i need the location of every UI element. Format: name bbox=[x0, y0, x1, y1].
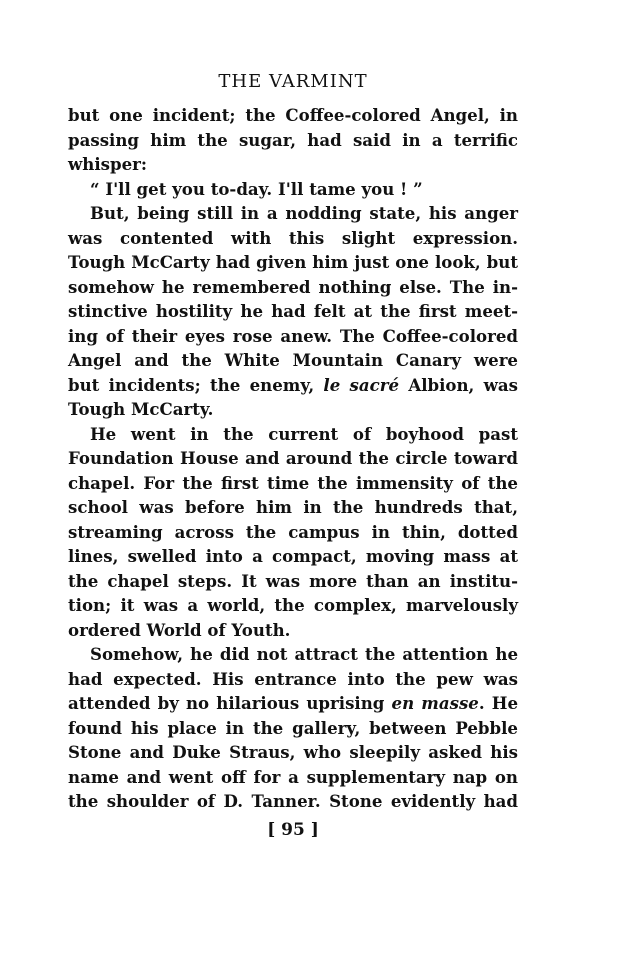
text-line: stinctive hostility he had felt at the first meet- bbox=[68, 301, 518, 321]
text-line: Angel and the White Mountain Canary were bbox=[68, 350, 518, 370]
text-line: name and went off for a supplementary nap on bbox=[68, 766, 518, 787]
text-line bbox=[68, 691, 518, 716]
text-line: He went in the current of boyhood past bbox=[90, 423, 518, 444]
text-line: found his place in the gallery, between Pebble bbox=[68, 717, 518, 738]
text-line: somehow he remembered nothing else. The in- bbox=[68, 276, 518, 297]
text-segment: Albion, was bbox=[399, 374, 518, 395]
text-line: tion; it was a world, the complex, marvelously bbox=[68, 595, 518, 615]
text-segment: but incidents; the enemy, bbox=[68, 374, 324, 395]
text-line: But, being still in a nodding state, his anger bbox=[90, 203, 518, 223]
text-line: Stone and Duke Straus, who sleepily asked his bbox=[68, 742, 518, 762]
italic-phrase: en masse bbox=[391, 693, 479, 713]
text-line: had expected. His entrance into the pew was bbox=[68, 668, 518, 689]
text-line: streaming across the campus in thin, dotted bbox=[68, 521, 518, 542]
text-line: lines, swelled into a compact, moving mass at bbox=[68, 546, 518, 566]
text-line: chapel. For the first time the immensity of the bbox=[68, 472, 518, 493]
text-line: the shoulder of D. Tanner. Stone evidently had bbox=[68, 791, 518, 811]
text-line: Foundation House and around the circle toward bbox=[68, 448, 518, 468]
body-text bbox=[68, 103, 518, 814]
text-line: Somehow, he did not attract the attention he bbox=[90, 644, 518, 664]
italic-phrase: le sacré bbox=[323, 374, 400, 395]
text-line: ing of their eyes rose anew. The Coffee-colored bbox=[68, 325, 518, 346]
page-number: [ 95 ] bbox=[267, 820, 319, 840]
text-line: whisper: bbox=[68, 154, 148, 174]
text-segment: . He bbox=[478, 693, 519, 713]
text-line: passing him the sugar, had said in a terrific bbox=[68, 129, 518, 150]
text-line: but one incident; the Coffee-colored Angel, in bbox=[68, 105, 518, 125]
text-line: Tough McCarty. bbox=[68, 399, 214, 419]
text-line: Tough McCarty had given him just one look, but bbox=[68, 252, 518, 272]
running-head: THE VARMINT bbox=[218, 71, 368, 92]
text-line: “ I'll get you to-day. I'll tame you ! ” bbox=[90, 178, 423, 199]
text-line: ordered World of Youth. bbox=[68, 619, 291, 640]
text-line: the chapel steps. It was more than an institu- bbox=[68, 570, 518, 591]
text-segment: attended by no hilarious uprising bbox=[68, 693, 392, 713]
text-line: was contented with this slight expression. bbox=[68, 227, 518, 248]
text-line bbox=[68, 373, 518, 398]
text-line: school was before him in the hundreds that, bbox=[68, 497, 518, 517]
